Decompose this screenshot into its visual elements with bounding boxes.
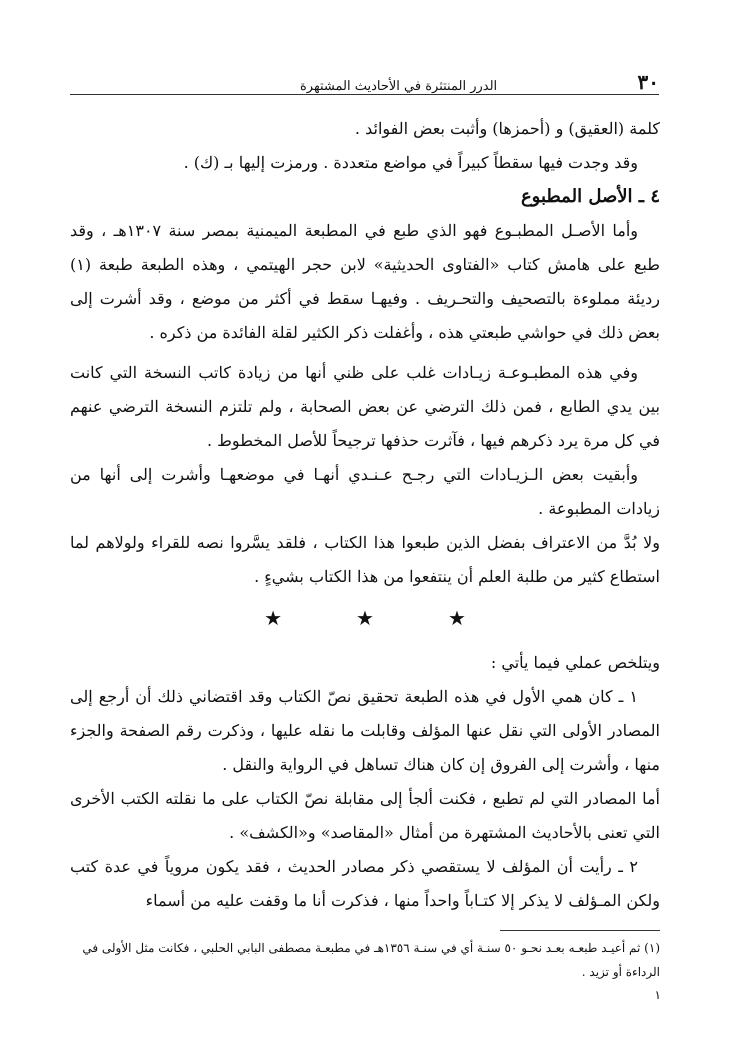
body-text (70, 112, 660, 918)
footnote-line: (١) ثم أعيـد طبعـه بعـد نحـو ٥٠ سنـة أي في سنـة ١٣٥٦هـ في مطبعـة مصطفى البابي الحلبي ، فكانت مثل الأولى في (82, 941, 660, 955)
running-title: الدرر المنتثرة في الأحاديث المشتهرة (300, 79, 498, 94)
paragraph: وأما الأصـل المطبـوع فهو الذي طبع في المطبعة الميمنية بمصر سنة ١٣٠٧هـ ، وقد طبع على هامش كتاب «الفتاوى الحديثية» لابن حجر الهيتمي ، وهذه الطبعة طبعة (١) رديئة مملوءة بالتصحيف والتحـريف . وفيهـا سقط في أكثر من موضع ، وقد أشرت إلى بعض ذلك في حواشي طبعتي هذه ، وأغفلت ذكر الكثير لقلة الفائدة من ذكره . (70, 221, 660, 342)
star-icon: ★ (356, 606, 374, 630)
footnote (70, 936, 660, 984)
star-icon: ★ (447, 606, 466, 630)
paragraph: كلمة (العقيق) و (أحمزها) وأثبت بعض الفوائد . (354, 119, 660, 138)
paragraph: ويتلخص عملي فيما يأتي : (490, 653, 660, 672)
page-header (70, 68, 659, 94)
list-item: ٢ ـ رأيت أن المؤلف لا يستقصي ذكر مصادر الحديث ، فقد يكون مروياً في عدة كتب ولكن المـؤلف لا يذكر إلا كتـاباً واحداً منها ، فذكرت أنا ما وقفت عليه من أسماء (70, 857, 660, 910)
signature-mark: ١ (654, 988, 661, 1002)
page-number: ٣٠ (637, 70, 659, 94)
paragraph: ولا بُدَّ من الاعتراف بفضل الذين طبعوا هذا الكتاب ، فلقد يسَّروا نصه للقراء ولولاهم لما استطاع كثير من طلبة العلم أن ينتفعوا من هذا الكتاب بشيءٍ . (70, 533, 660, 586)
paragraph: وأبقيت بعض الـزيـادات التي رجـح عـنـدي أنهـا في موضعهـا وأشرت إلى أنها من زيادات المطبوعة . (70, 465, 660, 518)
star-icon: ★ (264, 606, 283, 630)
header-rule (70, 94, 659, 95)
ornament-divider (70, 596, 660, 640)
paragraph: أما المصادر التي لم تطبع ، فكنت ألجأ إلى مقابلة نصّ الكتاب على ما نقلته الكتب الأخرى التي تعنى بالأحاديث المشتهرة من أمثال «المقاصد» و«الكشف» . (70, 789, 660, 842)
footnote-rule (500, 930, 660, 931)
paragraph: وفي هذه المطبـوعـة زيـادات غلب على ظني أنها من زيادة كاتب النسخة التي كانت بين يدي الطابع ، فمن ذلك الترضي عن بعض الصحابة ، ولم تلتزم النسخة الترضي عنهم في كل مرة يرد ذكرهم فيها ، فآثرت حذفها ترجيحاً للأصل المخطوط . (70, 363, 660, 450)
section-heading: ٤ ـ الأصل المطبوع (520, 186, 660, 207)
list-item: ١ ـ كان همي الأول في هذه الطبعة تحقيق نصّ الكتاب وقد اقتضاني ذلك أن أرجع إلى المصادر الأولى التي نقل عنها المؤلف وقابلت ما نقله عليها ، وذكرت رقم الصفحة والجزء منها ، وأشرت إلى الفروق إن كان هناك تساهل في الرواية والنقل . (70, 687, 660, 774)
footnote-line: الرداءة أو تزيد . (581, 965, 660, 979)
paragraph: وقد وجدت فيها سقطاً كبيراً في مواضع متعددة . ورمزت إليها بـ (ك) . (183, 153, 638, 172)
